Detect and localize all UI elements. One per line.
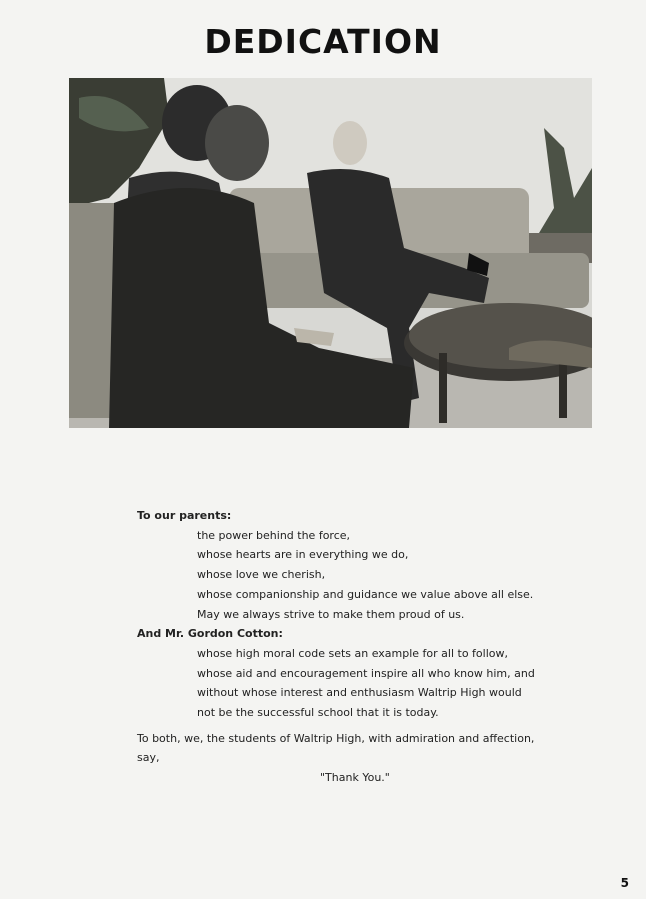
parents-line: whose companionship and guidance we value above all else. [197, 587, 534, 601]
parents-line: May we always strive to make them proud of us. [197, 607, 465, 621]
parents-line: whose hearts are in everything we do, [197, 548, 409, 562]
page-title: DEDICATION [204, 22, 442, 61]
dedication-text [137, 506, 557, 788]
dedication-photo [69, 78, 592, 428]
parents-heading: To our parents: [137, 509, 232, 522]
parents-line: the power behind the force, [197, 528, 351, 542]
cotton-heading: And Mr. Gordon Cotton: [137, 627, 283, 641]
cotton-line: not be the successful school that it is today. [197, 706, 439, 720]
cotton-line: whose high moral code sets an example for all to follow, [197, 646, 508, 660]
closing-line: To both, we, the students of Waltrip High, with admiration and affection, say, [137, 731, 535, 765]
page-number: 5 [620, 876, 629, 890]
cotton-line: whose aid and encouragement inspire all who know him, and [197, 666, 535, 680]
parents-line: whose love we cherish, [197, 568, 326, 582]
cotton-line: without whose interest and enthusiasm Waltrip High would [197, 686, 522, 700]
thank-you-line: "Thank You." [320, 771, 390, 785]
